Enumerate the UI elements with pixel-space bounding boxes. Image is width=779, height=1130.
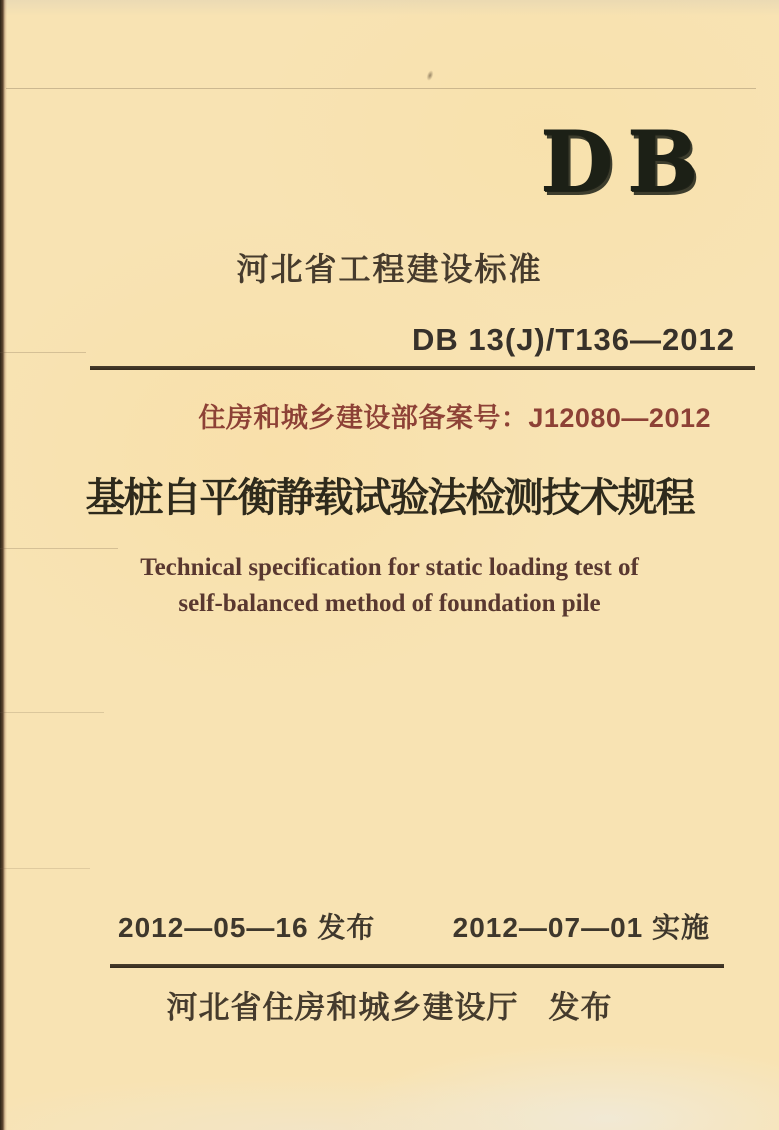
scan-artifact-line [0, 712, 104, 713]
scan-artifact-line [6, 88, 756, 89]
scan-artifact-line [0, 548, 118, 549]
issue-date: 2012—05—16 发布 [118, 912, 376, 943]
implementation-date: 2012—07—01 实施 [452, 912, 710, 943]
document-title-chinese: 基桩自平衡静载试验法检测技术规程 [85, 476, 694, 520]
standard-number: DB 13(J)/T136—2012 [412, 322, 735, 357]
footer-divider-line [110, 964, 724, 968]
scan-artifact-line [0, 868, 90, 869]
publish-action-label: 发布 [548, 990, 613, 1025]
document-title-english-line2: self-balanced method of foundation pile [178, 590, 601, 617]
paper-speck [425, 69, 434, 81]
document-title-english [0, 550, 779, 622]
standard-category-label: 河北省工程建设标准 [236, 251, 543, 287]
dates-row [118, 906, 710, 946]
scan-artifact-line [0, 352, 86, 353]
db-standard-logo: DB [540, 112, 712, 211]
header-divider-line [90, 366, 755, 370]
filing-number: 住房和城乡建设部备案号：J12080—2012 [198, 403, 711, 433]
document-title-english-line1: Technical specification for static loading test of [140, 554, 639, 581]
publisher-name: 河北省住房和城乡建设厅 [166, 990, 519, 1025]
publisher-row [0, 982, 779, 1027]
